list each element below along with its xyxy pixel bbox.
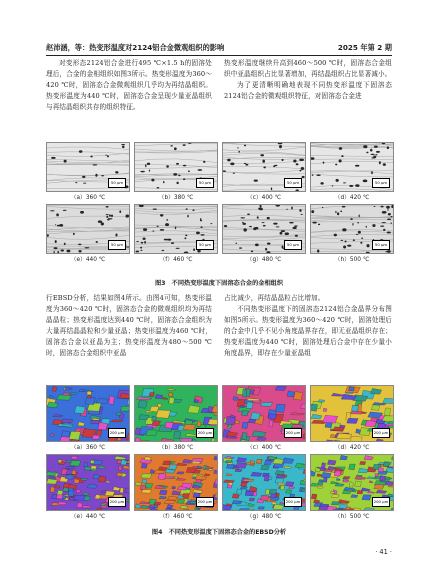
figure-4-ebsd-maps (46, 385, 392, 521)
scale-bar: 50 μm (284, 240, 302, 250)
scale-bar: 50 μm (372, 240, 390, 250)
figure-panel (222, 385, 306, 452)
panel-label: （h）500 ℃ (334, 257, 370, 263)
figure-panel (222, 204, 306, 264)
micrograph-image (134, 204, 218, 254)
scale-bar: 200 μm (108, 497, 126, 507)
paragraph: 热变形温度继续升高到460～500 ℃时，固溶态合金组织中亚晶组织占比显著增加，再结晶组织占比显著减小。 (224, 59, 392, 78)
scale-bar: 50 μm (372, 178, 390, 188)
micrograph-image (310, 204, 394, 254)
paragraph: 不同热变形温度下的固溶态2124铝合金晶界分布图如图5所示。热变形温度为360～420 ℃时，固溶处理后的合金中几乎不见小角度晶界存在，即无亚晶组织存在；热变形温度为440 ℃时，固溶处理后合金中存在少量小角度晶界，即存在少量亚晶组 (224, 305, 392, 357)
paragraph: 行EBSD分析，结果如图4所示。由图4可知，热变形温度为360～420 ℃时，固溶态合金的微观组织均为再结晶晶粒；热变形温度达到440 ℃时，固溶态合金组织为大量再结晶晶粒和少量亚晶；热变形温度为460 ℃时，固溶态合金以亚晶为主；热变形温度为480～500 ℃时，固溶态合金组织中亚晶 (46, 294, 212, 357)
ebsd-map-image (222, 385, 306, 442)
figure-panel (310, 142, 394, 202)
micrograph-image (134, 142, 218, 192)
panel-label: （e）440 ℃ (70, 257, 106, 263)
scale-bar: 200 μm (372, 497, 390, 507)
micrograph-image (310, 142, 394, 192)
panel-label: （g）480 ℃ (246, 257, 282, 263)
scale-bar: 200 μm (196, 428, 214, 438)
figure-panel (134, 385, 218, 452)
panel-label: （f）460 ℃ (159, 514, 193, 520)
figure-panel (46, 385, 130, 452)
panel-label: （g）480 ℃ (246, 514, 282, 520)
header-authors-title: 赵沛涵，等：热变形温度对2124铝合金微观组织的影响 (46, 43, 225, 52)
scale-bar: 200 μm (284, 428, 302, 438)
scale-bar: 200 μm (372, 428, 390, 438)
panel-label: （b）380 ℃ (158, 195, 194, 201)
ebsd-map-image (222, 454, 306, 511)
figure-panel (134, 204, 218, 264)
figure-panel (134, 142, 218, 202)
micrograph-image (222, 204, 306, 254)
scale-bar: 50 μm (108, 240, 126, 250)
ebsd-map-image (134, 454, 218, 511)
panel-label: （c）400 ℃ (246, 445, 282, 451)
figure-panel (46, 142, 130, 202)
panel-label: （a）360 ℃ (70, 195, 106, 201)
running-header (46, 41, 392, 56)
micrograph-image (222, 142, 306, 192)
figure-panel (310, 204, 394, 264)
paragraph: 为了更清晰明确地表现不同热变形温度下固溶态2124铝合金的微观组织特征，对固溶态合金进 (224, 81, 392, 100)
body-text-left-1 (46, 58, 212, 113)
panel-label: （d）420 ℃ (334, 445, 370, 451)
figure-panel (134, 454, 218, 521)
panel-label: （c）400 ℃ (246, 195, 282, 201)
scale-bar: 200 μm (284, 497, 302, 507)
ebsd-map-image (134, 385, 218, 442)
scale-bar: 50 μm (196, 178, 214, 188)
panel-label: （a）360 ℃ (70, 445, 106, 451)
figure-3-caption: 图3 不同热变形温度下固溶态合金的金相组织 (154, 280, 284, 287)
micrograph-image (46, 142, 130, 192)
panel-label: （h）500 ℃ (334, 514, 370, 520)
scale-bar: 200 μm (108, 428, 126, 438)
body-text-right-2 (224, 293, 392, 359)
figure-panel (310, 454, 394, 521)
paragraph: 对变形态2124铝合金进行495 ℃×1.5 h的固溶处理后，合金的金相组织如图3所示。热变形温度为360～420 ℃时，固溶态合金微观组织几乎均为再结晶组织。热变形温度为440 ℃时，固溶态合金呈现少量亚晶组织与再结晶组织共存的组织特征。 (46, 59, 212, 111)
ebsd-map-image (46, 385, 130, 442)
header-issue: 2025 年第 2 期 (337, 43, 392, 52)
figure-4-caption: 图4 不同热变形温度下固溶态合金的EBSD分析 (151, 529, 287, 536)
figure-panel (222, 142, 306, 202)
page-number: · 41 · (375, 548, 392, 556)
body-text-right-1 (224, 58, 392, 102)
panel-label: （d）420 ℃ (334, 195, 370, 201)
scale-bar: 50 μm (284, 178, 302, 188)
figure-3-micrographs (46, 142, 392, 264)
figure-panel (222, 454, 306, 521)
figure-panel (46, 204, 130, 264)
micrograph-image (46, 204, 130, 254)
panel-label: （f）460 ℃ (159, 257, 193, 263)
scale-bar: 50 μm (196, 240, 214, 250)
ebsd-map-image (310, 454, 394, 511)
ebsd-map-image (310, 385, 394, 442)
panel-label: （e）440 ℃ (70, 514, 106, 520)
figure-panel (310, 385, 394, 452)
paragraph: 占比减少，再结晶晶粒占比增加。 (224, 294, 325, 302)
scale-bar: 200 μm (196, 497, 214, 507)
panel-label: （b）380 ℃ (158, 445, 194, 451)
body-text-left-2 (46, 293, 212, 359)
ebsd-map-image (46, 454, 130, 511)
scale-bar: 50 μm (108, 178, 126, 188)
figure-panel (46, 454, 130, 521)
